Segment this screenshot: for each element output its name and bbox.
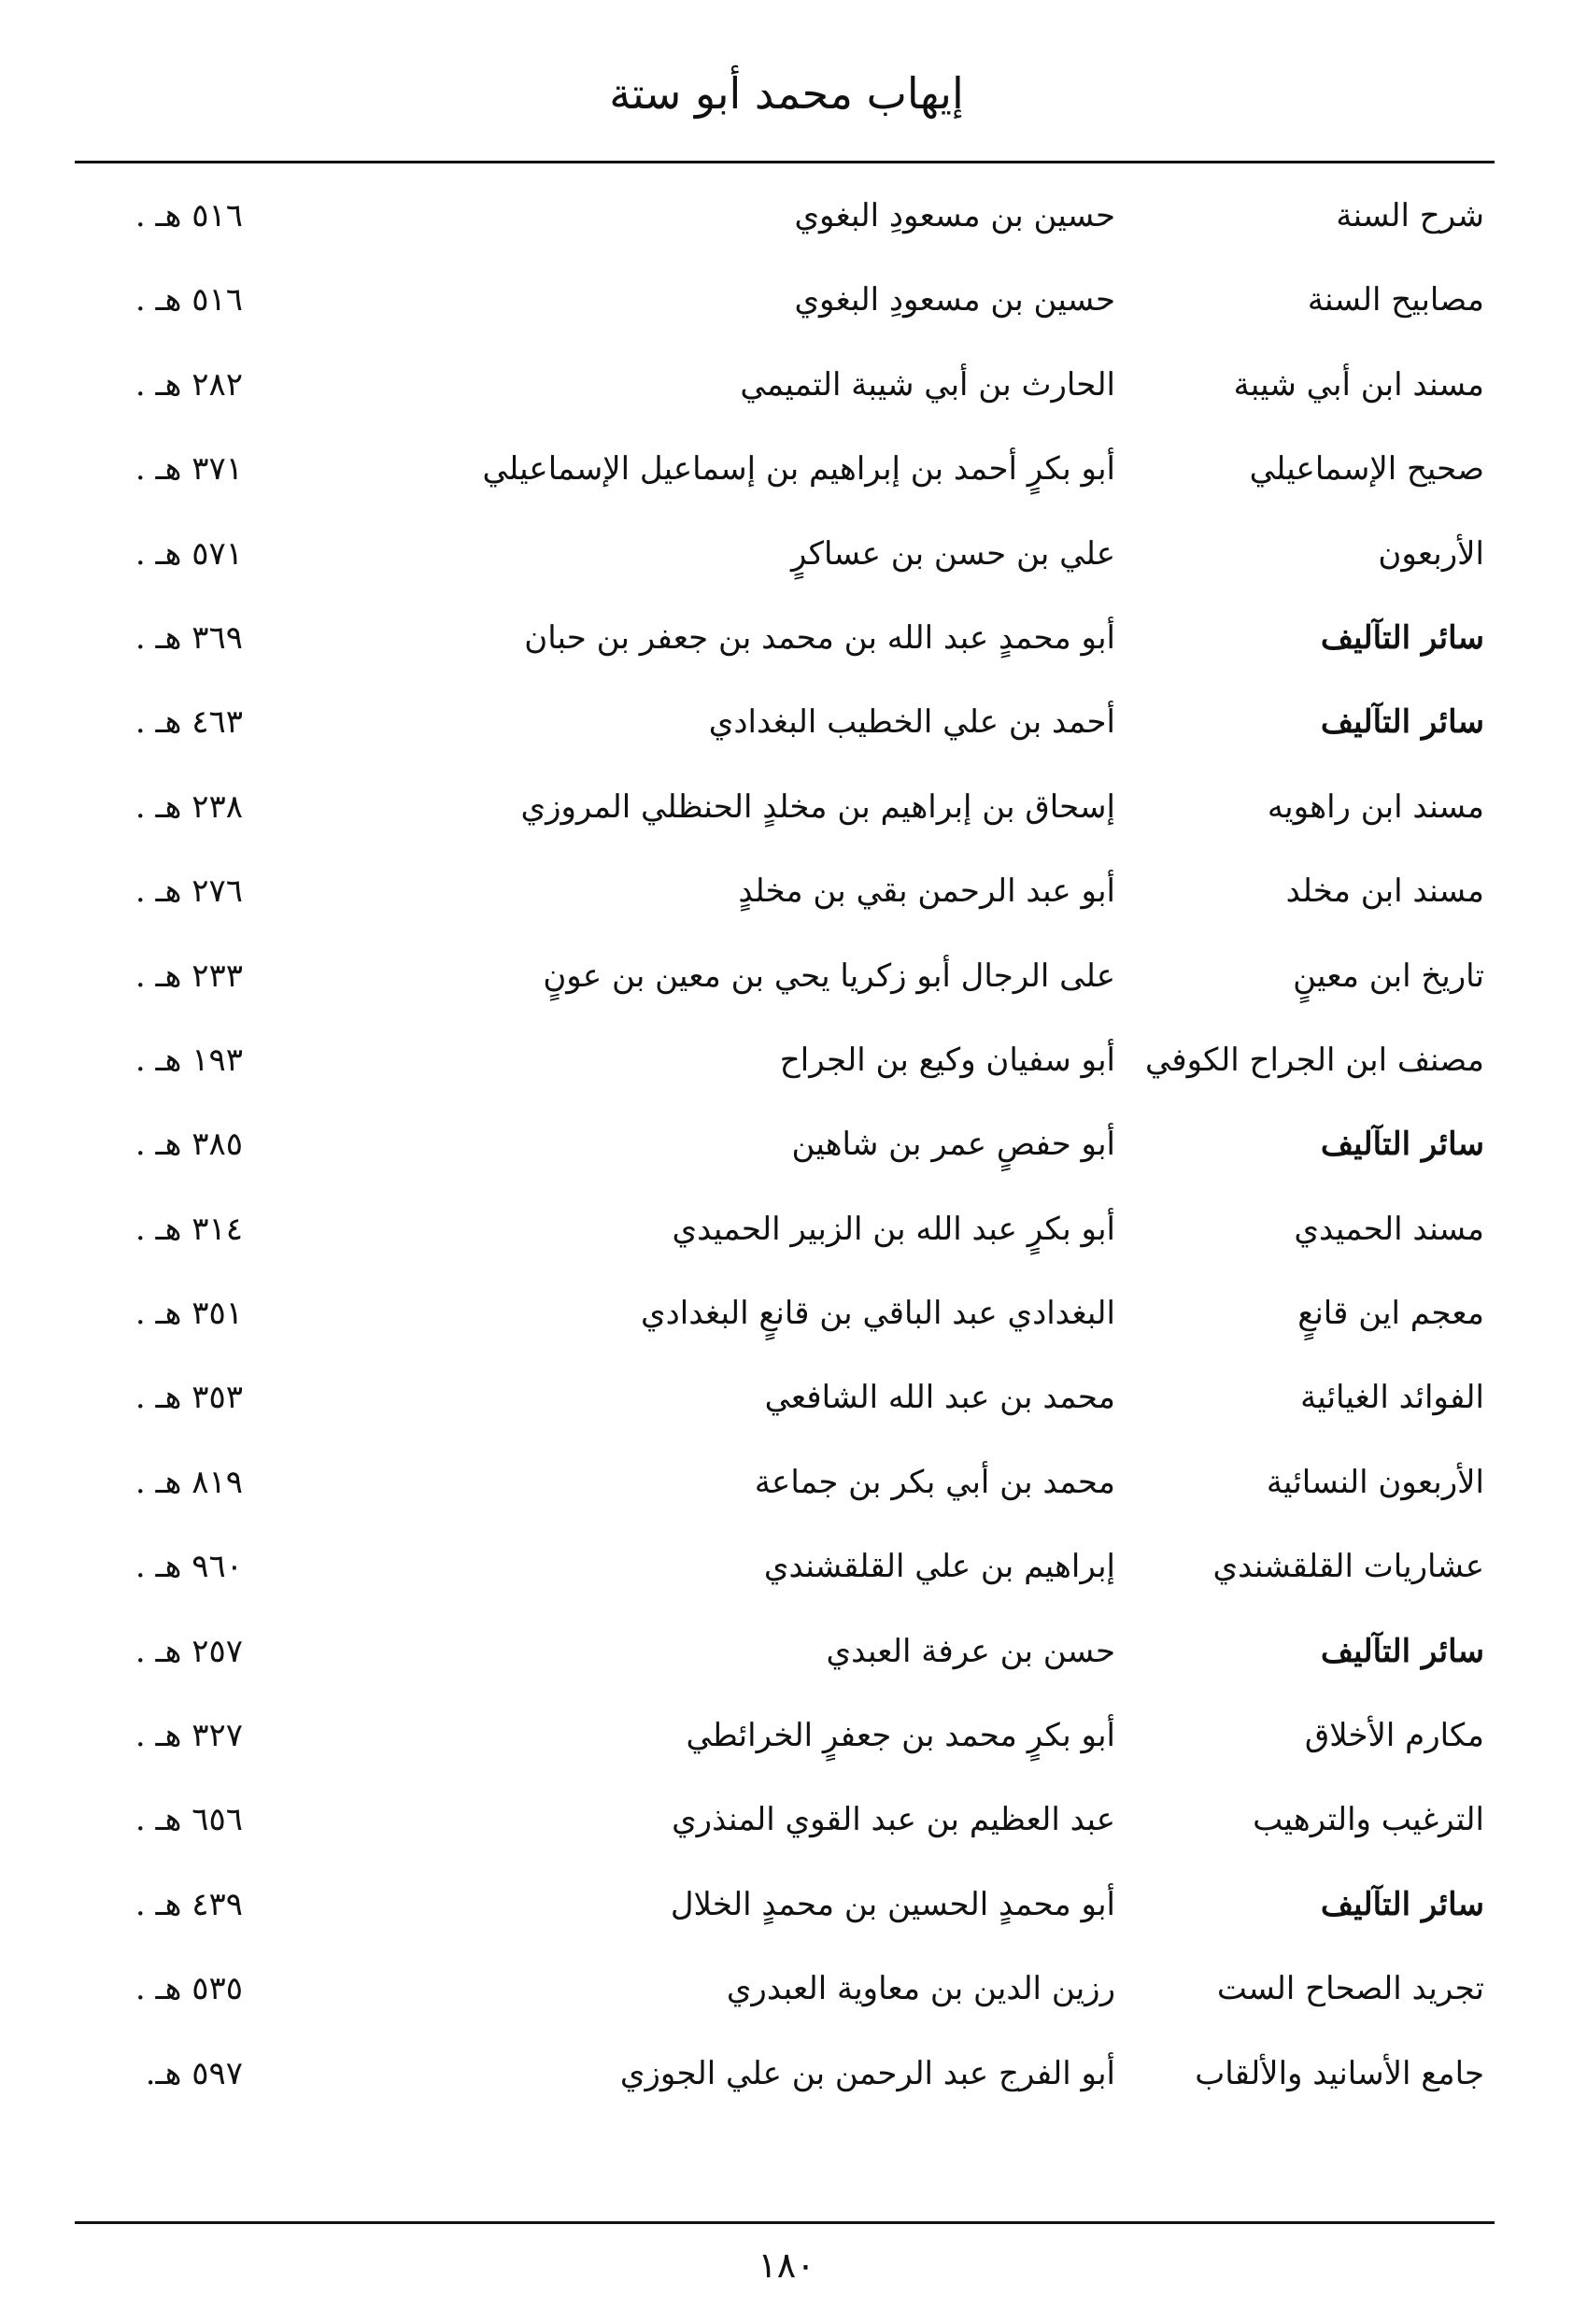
- entry-author: الحارث بن أبي شيبة التميمي: [740, 365, 1115, 404]
- entry-row: [0, 435, 1573, 519]
- page-number: ١٨٠: [758, 2245, 815, 2286]
- entry-book-title: الأربعون: [1378, 534, 1484, 573]
- entry-row: [0, 266, 1573, 350]
- entry-death-year: ٢٣٣ هـ .: [135, 957, 243, 995]
- entry-death-year: ٤٦٣ هـ .: [135, 703, 243, 742]
- header-rule: [75, 161, 1495, 163]
- entry-row: [0, 2040, 1573, 2124]
- entry-death-year: ٣٥٣ هـ .: [135, 1379, 243, 1417]
- entry-author: حسين بن مسعودِ البغوي: [794, 281, 1115, 319]
- entry-row: [0, 1955, 1573, 2039]
- entry-book-title: سائر التآليف: [1320, 618, 1484, 657]
- entry-author: أبو بكرٍ أحمد بن إبراهيم بن إسماعيل الإسماعيلي: [482, 450, 1115, 489]
- entry-death-year: ٢٥٧ هـ .: [135, 1632, 243, 1670]
- entry-death-year: ٥٩٧ هـ.: [145, 2054, 243, 2092]
- footer-rule: [75, 2221, 1495, 2224]
- entry-death-year: ٥٣٥ هـ .: [135, 1970, 243, 2008]
- entry-author: أبو محمدٍ الحسين بن محمدٍ الخلال: [670, 1885, 1115, 1923]
- entry-death-year: ٥١٦ هـ .: [135, 197, 243, 234]
- entry-death-year: ٤٣٩ هـ .: [135, 1885, 243, 1923]
- entry-author: عبد العظيم بن عبد القوي المنذري: [672, 1801, 1115, 1839]
- entry-death-year: ٣٥١ هـ .: [135, 1295, 243, 1333]
- entry-book-title: شرح السنة: [1336, 197, 1484, 234]
- entry-death-year: ٣٦٩ هـ .: [135, 618, 243, 657]
- entry-row: [0, 1786, 1573, 1870]
- entry-book-title: مسند الحميدي: [1294, 1210, 1484, 1248]
- entry-author: أبو عبد الرحمن بقي بن مخلدٍ: [738, 872, 1115, 911]
- entry-death-year: ٥٧١ هـ .: [135, 534, 243, 573]
- entry-row: [0, 1280, 1573, 1364]
- entry-author: أبو بكرٍ محمد بن جعفرٍ الخرائطي: [686, 1717, 1115, 1755]
- entry-book-title: صحيح الإسماعيلي: [1249, 450, 1484, 489]
- entry-book-title: مسند ابن مخلد: [1285, 872, 1484, 911]
- entry-death-year: ٢٣٨ هـ .: [135, 787, 243, 826]
- entry-book-title: جامع الأسانيد والألقاب: [1195, 2054, 1484, 2092]
- entry-row: [0, 520, 1573, 604]
- entry-author: رزين الدين بن معاوية العبدري: [726, 1970, 1115, 2008]
- entry-death-year: ٣١٤ هـ .: [135, 1210, 243, 1248]
- entry-author: أبو حفصٍ عمر بن شاهين: [791, 1126, 1115, 1164]
- entry-book-title: الفوائد الغيائية: [1300, 1379, 1484, 1417]
- entry-book-title: سائر التآليف: [1320, 1126, 1484, 1164]
- entry-row: [0, 1702, 1573, 1786]
- entry-author: أحمد بن علي الخطيب البغدادي: [708, 703, 1115, 742]
- entry-book-title: مصنف ابن الجراح الكوفي: [1144, 1041, 1484, 1079]
- entry-row: [0, 1618, 1573, 1702]
- entry-book-title: مسند ابن راهويه: [1267, 787, 1484, 826]
- entry-death-year: ٢٨٢ هـ .: [135, 365, 243, 404]
- entry-row: [0, 1196, 1573, 1280]
- entry-author: البغدادي عبد الباقي بن قانعٍ البغدادي: [641, 1295, 1115, 1333]
- entry-death-year: ١٩٣ هـ .: [135, 1041, 243, 1079]
- entry-death-year: ٣٧١ هـ .: [135, 450, 243, 489]
- entry-row: [0, 942, 1573, 1027]
- entry-author: إبراهيم بن علي القلقشندي: [763, 1548, 1115, 1586]
- entry-author: أبو سفيان وكيع بن الجراح: [779, 1041, 1115, 1079]
- entry-row: [0, 351, 1573, 435]
- entry-death-year: ٣٢٧ هـ .: [135, 1717, 243, 1755]
- entry-row: [0, 1111, 1573, 1195]
- entry-author: على الرجال أبو زكريا يحي بن معين بن عونٍ: [543, 957, 1115, 995]
- entry-book-title: تجريد الصحاح الست: [1216, 1970, 1484, 2008]
- entries-list: [0, 182, 1573, 2124]
- entry-book-title: عشاريات القلقشندي: [1212, 1548, 1484, 1586]
- entry-author: أبو الفرج عبد الرحمن بن علي الجوزي: [619, 2054, 1115, 2092]
- entry-author: حسين بن مسعودِ البغوي: [794, 197, 1115, 234]
- entry-death-year: ٢٧٦ هـ .: [135, 872, 243, 911]
- entry-book-title: تاريخ ابن معينٍ: [1293, 957, 1484, 995]
- entry-row: [0, 182, 1573, 266]
- entry-author: علي بن حسن بن عساكرٍ: [791, 534, 1115, 573]
- entry-book-title: الأربعون النسائية: [1266, 1463, 1484, 1501]
- entry-row: [0, 604, 1573, 688]
- entry-row: [0, 688, 1573, 772]
- entry-book-title: الترغيب والترهيب: [1253, 1801, 1484, 1839]
- entry-book-title: سائر التآليف: [1320, 1632, 1484, 1670]
- entry-row: [0, 1449, 1573, 1533]
- entry-author: أبو بكرٍ عبد الله بن الزبير الحميدي: [672, 1210, 1115, 1248]
- entry-author: حسن بن عرفة العبدي: [826, 1632, 1115, 1670]
- entry-row: [0, 1027, 1573, 1111]
- running-header-author: إيهاب محمد أبو ستة: [609, 68, 964, 119]
- entry-death-year: ٩٦٠ هـ .: [135, 1548, 243, 1586]
- entry-book-title: مسند ابن أبي شيبة: [1233, 365, 1484, 404]
- entry-book-title: سائر التآليف: [1320, 703, 1484, 742]
- entry-row: [0, 773, 1573, 857]
- entry-death-year: ٦٥٦ هـ .: [135, 1801, 243, 1839]
- entry-row: [0, 1871, 1573, 1955]
- entry-book-title: مصابيح السنة: [1307, 281, 1484, 319]
- entry-death-year: ٨١٩ هـ .: [135, 1463, 243, 1501]
- entry-author: محمد بن عبد الله الشافعي: [764, 1379, 1115, 1417]
- entry-death-year: ٣٨٥ هـ .: [135, 1126, 243, 1164]
- entry-author: محمد بن أبي بكر بن جماعة: [754, 1463, 1115, 1501]
- entry-author: أبو محمدٍ عبد الله بن محمد بن جعفر بن حبان: [524, 618, 1115, 657]
- entry-row: [0, 857, 1573, 942]
- entry-book-title: معجم اين قانعٍ: [1297, 1295, 1484, 1333]
- entry-row: [0, 1533, 1573, 1617]
- entry-book-title: سائر التآليف: [1320, 1885, 1484, 1923]
- entry-book-title: مكارم الأخلاق: [1304, 1717, 1484, 1755]
- entry-row: [0, 1364, 1573, 1448]
- entry-author: إسحاق بن إبراهيم بن مخلدٍ الحنظلي المروزي: [520, 787, 1115, 826]
- entry-death-year: ٥١٦ هـ .: [135, 281, 243, 319]
